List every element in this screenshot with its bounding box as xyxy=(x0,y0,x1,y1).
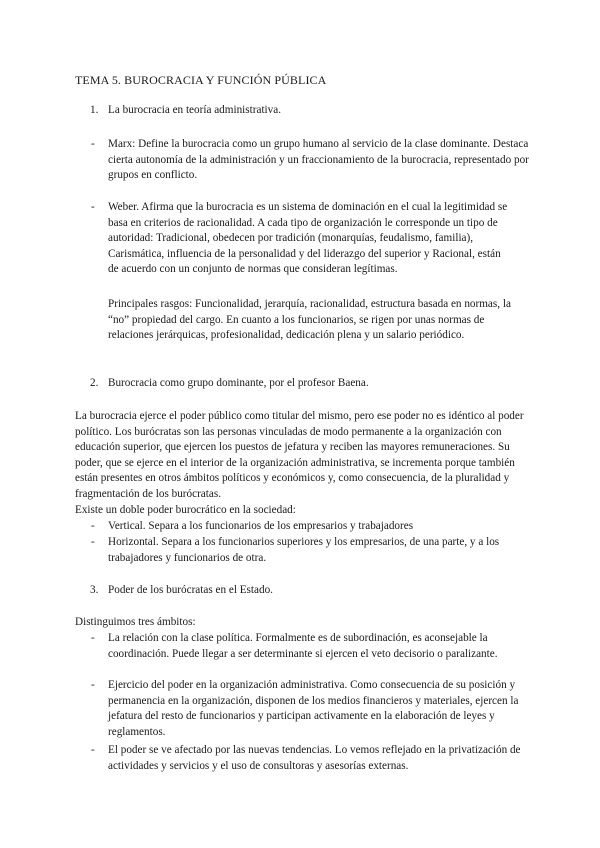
ambito-1-bullet: - xyxy=(91,632,95,644)
doble-poder-intro: Existe un doble poder burocrático en la sociedad: xyxy=(75,504,296,516)
marx-paragraph: Marx: Define la burocracia como un grupo humano al servicio de la clase dominante. Destaca cierta autonomía de la administración y un fraccionamiento de la burocracia, representado por grupos en conflicto. xyxy=(108,138,529,181)
ambito-3: El poder se ve afectado por las nuevas tendencias. Lo vemos reflejado en la privatización de actividades y servicios y el uso de consultoras y asesorías externas. xyxy=(108,744,521,772)
poder-paragraph: La burocracia ejerce el poder público como titular del mismo, pero ese poder no es idéntico al poder político. Los burócratas son las personas vinculadas de modo permanente a la organización con educación superior, que ejercen los puestos de jefatura y reciben las mayores remuneraciones. Su poder, que se ejerce en el interior de la organización administrativa, se incrementa porque también están presentes en otros ámbitos políticos y económicos y, como consecuencia, de la pluralidad y fragmentación de los burócratas. xyxy=(75,410,524,500)
marx-bullet: - xyxy=(91,138,95,150)
ambito-2: Ejercicio del poder en la organización administrativa. Como consecuencia de su posición y permanencia en la organización, disponen de los medios financieros y materiales, ejercen la jefatura del resto de funcionarios y participan activamente en la elaboración de leyes y reglamentos. xyxy=(108,679,519,738)
section-1-number: 1. xyxy=(90,104,99,116)
doble-item-2-bullet: - xyxy=(91,536,95,548)
section-3-heading: Poder de los burócratas en el Estado. xyxy=(108,584,273,596)
section-3-number: 3. xyxy=(90,584,99,596)
weber-bullet: - xyxy=(91,201,95,213)
ambitos-intro: Distinguimos tres ámbitos: xyxy=(75,616,196,628)
section-1-heading: La burocracia en teoría administrativa. xyxy=(108,104,282,116)
weber-paragraph: Weber. Afirma que la burocracia es un sistema de dominación en el cual la legitimidad se basa en criterios de racionalidad. A cada tipo de organización le corresponde un tipo de autoridad: Tradicional, obedecen por tradición (monarquías, feudalismo, familia), Carismática, influencia de la personalidad y del liderazgo del superior y Racional, están de acuerdo con un conjunto de normas que consideran legítimas. xyxy=(108,201,508,275)
ambito-2-bullet: - xyxy=(91,679,95,691)
doble-item-2: Horizontal. Separa a los funcionarios superiores y los empresarios, de una parte, y a los trabajadores y funcionarios de otra. xyxy=(108,536,500,564)
doble-item-1: Vertical. Separa a los funcionarios de los empresarios y trabajadores xyxy=(108,520,414,532)
ambito-3-bullet: - xyxy=(91,744,95,756)
section-2-heading: Burocracia como grupo dominante, por el profesor Baena. xyxy=(108,377,369,389)
section-2-number: 2. xyxy=(90,377,99,389)
doble-item-1-bullet: - xyxy=(91,520,95,532)
ambito-1: La relación con la clase política. Formalmente es de subordinación, es aconsejable la coordinación. Puede llegar a ser determinante si ejercen el veto decisorio o paralizante. xyxy=(108,632,498,660)
weber-rasgos-paragraph: Principales rasgos: Funcionalidad, jerarquía, racionalidad, estructura basada en normas, la “no” propiedad del cargo. En cuanto a los funcionarios, se rigen por unas normas de relaciones jerárquicas, profesionalidad, dedicación plena y un salario periódico. xyxy=(108,298,511,341)
document-title: TEMA 5. BUROCRACIA Y FUNCIÓN PÚBLICA xyxy=(75,73,327,87)
